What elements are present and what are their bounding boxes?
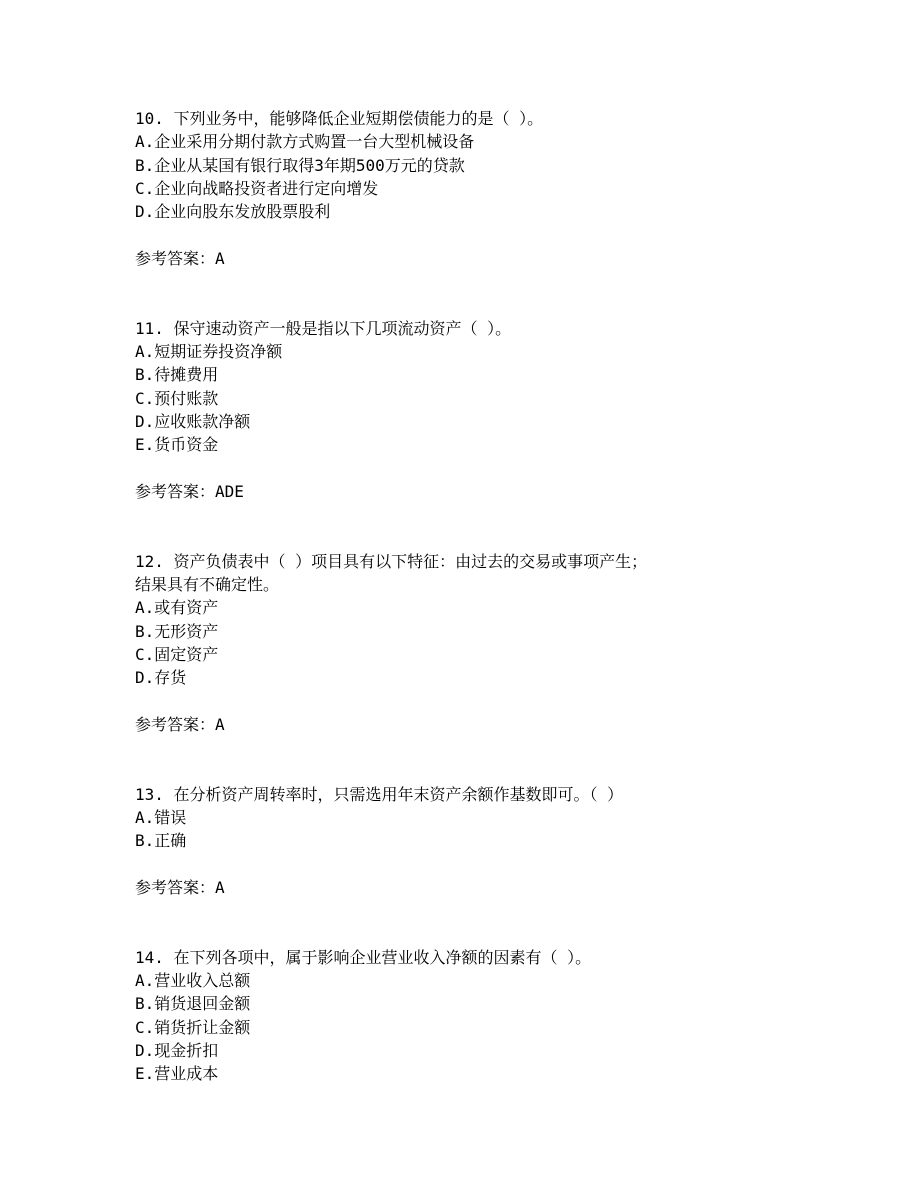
question-stem: 12. 资产负债表中（ ）项目具有以下特征：由过去的交易或事项产生； [135,551,648,571]
answer-value: A [215,714,225,734]
question-12 [135,550,895,736]
option-a: A.或有资产 [135,598,219,618]
question-stem-continued: 结果具有不确定性。 [135,574,280,594]
spacer [135,736,895,783]
answer-label: 参考答案： [135,877,216,897]
option-b: B.企业从某国有银行取得3年期500万元的贷款 [135,155,465,175]
option-a: A.错误 [135,807,187,827]
question-stem: 14. 在下列各项中，属于影响企业营业收入净额的因素有（ ）。 [135,947,592,967]
answer-line [135,713,895,736]
option-c: C.企业向战略投资者进行定向增发 [135,178,379,198]
option-c: C.固定资产 [135,644,219,664]
option-c: C.销货折让金额 [135,1017,251,1037]
question-stem: 10. 下列业务中，能够降低企业短期偿债能力的是（ ）。 [135,109,544,128]
answer-line [135,876,895,899]
option-e: E.货币资金 [135,435,219,455]
question-stem: 11. 保守速动资产一般是指以下几项流动资产（ ）。 [135,318,512,338]
option-a: A.企业采用分期付款方式购置一台大型机械设备 [135,132,475,152]
answer-line [135,247,895,270]
answer-label: 参考答案： [135,481,216,501]
option-a: A.营业收入总额 [135,970,251,990]
answer-label: 参考答案： [135,248,216,268]
answer-value: A [215,877,225,897]
spacer [135,270,895,317]
answer-label: 参考答案： [135,714,216,734]
option-a: A.短期证券投资净额 [135,341,283,361]
answer-value: ADE [215,481,244,501]
option-b: B.待摊费用 [135,365,219,385]
option-d: D.应收账款净额 [135,411,251,431]
answer-value: A [215,248,225,268]
option-b: B.正确 [135,831,187,851]
question-14 [135,946,895,1086]
option-b: B.销货退回金额 [135,994,251,1014]
answer-line [135,480,895,503]
question-11 [135,317,895,503]
spacer [135,503,895,550]
option-d: D.存货 [135,668,187,688]
document-body [135,107,895,1085]
question-10 [135,107,895,270]
spacer [135,899,895,946]
question-13 [135,783,895,899]
option-e: E.营业成本 [135,1064,219,1084]
option-c: C.预付账款 [135,388,219,408]
option-d: D.现金折扣 [135,1040,219,1060]
option-d: D.企业向股东发放股票股利 [135,202,331,222]
question-stem: 13. 在分析资产周转率时，只需选用年末资产余额作基数即可。（ ） [135,784,624,804]
option-b: B.无形资产 [135,621,219,641]
